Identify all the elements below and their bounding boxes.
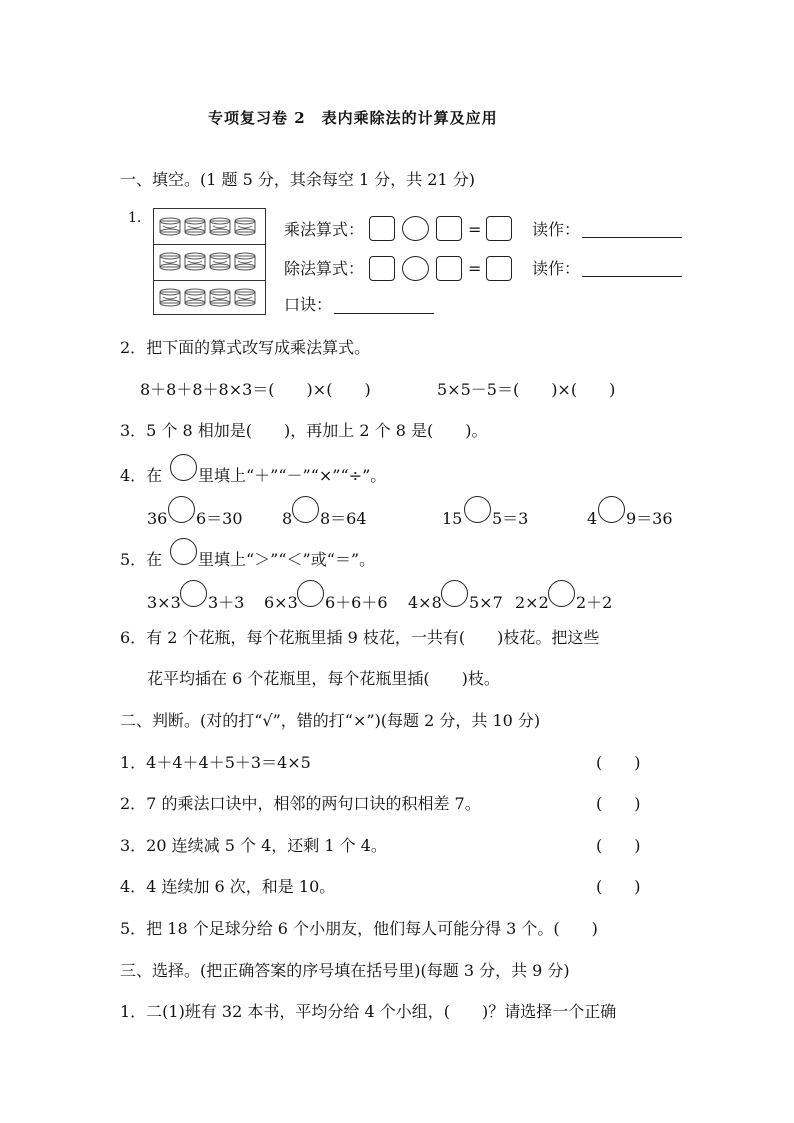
operator-circle[interactable] <box>402 256 429 281</box>
q2-expression-a: 8＋8＋8＋8×3＝( )×( ) <box>140 380 371 399</box>
q5-item-b: 3＋3 <box>208 593 245 612</box>
q4-prefix: 4．在 <box>120 466 163 485</box>
equals-sign: = <box>468 220 482 239</box>
compare-circle[interactable] <box>180 580 207 607</box>
operator-circle[interactable] <box>464 496 491 523</box>
q4-item-a: 15 <box>442 509 463 528</box>
answer-box[interactable] <box>486 216 512 241</box>
judge-item-3: 3．20 连续减 5 个 4，还剩 1 个 4。 <box>120 836 387 855</box>
kou-label: 口诀： <box>284 295 333 314</box>
operator-circle[interactable] <box>598 496 625 523</box>
q4-item-b: 8＝64 <box>320 509 367 528</box>
q6-line2: 花平均插在 6 个花瓶里，每个花瓶里插( )枝。 <box>147 669 500 688</box>
answer-box[interactable] <box>369 256 395 281</box>
q4-item-a: 8 <box>282 509 293 528</box>
cake-picture <box>153 208 266 315</box>
kou-answer-line[interactable] <box>334 313 434 314</box>
q6-line1: 6．有 2 个花瓶，每个花瓶里插 9 枝花，一共有( )枝花。把这些 <box>120 628 600 647</box>
compare-circle[interactable] <box>548 580 575 607</box>
judge-paren-1[interactable]: ( ) <box>596 753 641 772</box>
answer-box[interactable] <box>436 256 462 281</box>
read-label: 读作： <box>532 220 581 239</box>
read-answer-line[interactable] <box>582 237 682 238</box>
page-title: 专项复习卷 2 表内乘除法的计算及应用 <box>208 109 498 127</box>
q4-item-b: 6＝30 <box>196 509 243 528</box>
judge-paren-3[interactable]: ( ) <box>596 836 641 855</box>
q4-item-a: 36 <box>147 509 168 528</box>
q5-prefix: 5．在 <box>120 550 163 569</box>
q5-item-b: 5×7 <box>469 593 503 612</box>
answer-box[interactable] <box>436 216 462 241</box>
q5-item-a: 6×3 <box>264 593 298 612</box>
operator-circle[interactable] <box>168 496 195 523</box>
judge-item-1: 1．4＋4＋4＋5＋3＝4×5 <box>120 753 311 772</box>
answer-box[interactable] <box>369 216 395 241</box>
operator-circle[interactable] <box>402 216 429 241</box>
q5-item-b: 2＋2 <box>576 593 613 612</box>
compare-circle-example <box>170 538 197 565</box>
read-label: 读作： <box>532 259 581 278</box>
q3-text: 3．5 个 8 相加是( )，再加上 2 个 8 是( )。 <box>120 421 488 440</box>
section-2-heading: 二、判断。(对的打“√”，错的打“×”)(每题 2 分，共 10 分) <box>120 711 541 730</box>
q2-expression-b: 5×5－5＝( )×( ) <box>437 380 616 399</box>
q1-number: 1. <box>128 210 142 226</box>
answer-box[interactable] <box>486 256 512 281</box>
q5-item-a: 2×2 <box>515 593 549 612</box>
compare-circle[interactable] <box>297 580 324 607</box>
q5-item-a: 4×8 <box>408 593 442 612</box>
q4-suffix: 里填上“＋”“－”“×”“÷”。 <box>198 466 387 485</box>
judge-item-4: 4．4 连续加 6 次，和是 10。 <box>120 877 336 896</box>
div-label: 除法算式： <box>284 259 365 278</box>
q5-item-a: 3×3 <box>147 593 181 612</box>
cake-icons <box>154 209 265 314</box>
compare-circle[interactable] <box>441 580 468 607</box>
judge-paren-4[interactable]: ( ) <box>596 877 641 896</box>
choice-q1: 1．二(1)班有 32 本书，平均分给 4 个小组，( )？请选择一个正确 <box>120 1002 617 1021</box>
q5-suffix: 里填上“＞”“＜”或“＝”。 <box>198 550 376 569</box>
q5-item-b: 6＋6＋6 <box>325 593 388 612</box>
judge-paren-2[interactable]: ( ) <box>596 794 641 813</box>
equals-sign: = <box>468 259 482 278</box>
q4-item-a: 4 <box>587 509 598 528</box>
q4-item-b: 5＝3 <box>492 509 529 528</box>
judge-item-5: 5．把 18 个足球分给 6 个小朋友，他们每人可能分得 3 个。( ) <box>120 919 598 938</box>
mul-label: 乘法算式： <box>284 220 365 239</box>
read-answer-line[interactable] <box>582 276 682 277</box>
judge-item-2: 2．7 的乘法口诀中，相邻的两句口诀的积相差 7。 <box>120 794 481 813</box>
operator-circle[interactable] <box>292 496 319 523</box>
operator-circle-example <box>170 454 197 481</box>
section-3-heading: 三、选择。(把正确答案的序号填在括号里)(每题 3 分，共 9 分) <box>120 961 570 980</box>
q4-item-b: 9＝36 <box>626 509 673 528</box>
q2-text: 2．把下面的算式改写成乘法算式。 <box>120 338 371 357</box>
section-1-heading: 一、填空。(1 题 5 分，其余每空 1 分，共 21 分) <box>120 170 475 189</box>
